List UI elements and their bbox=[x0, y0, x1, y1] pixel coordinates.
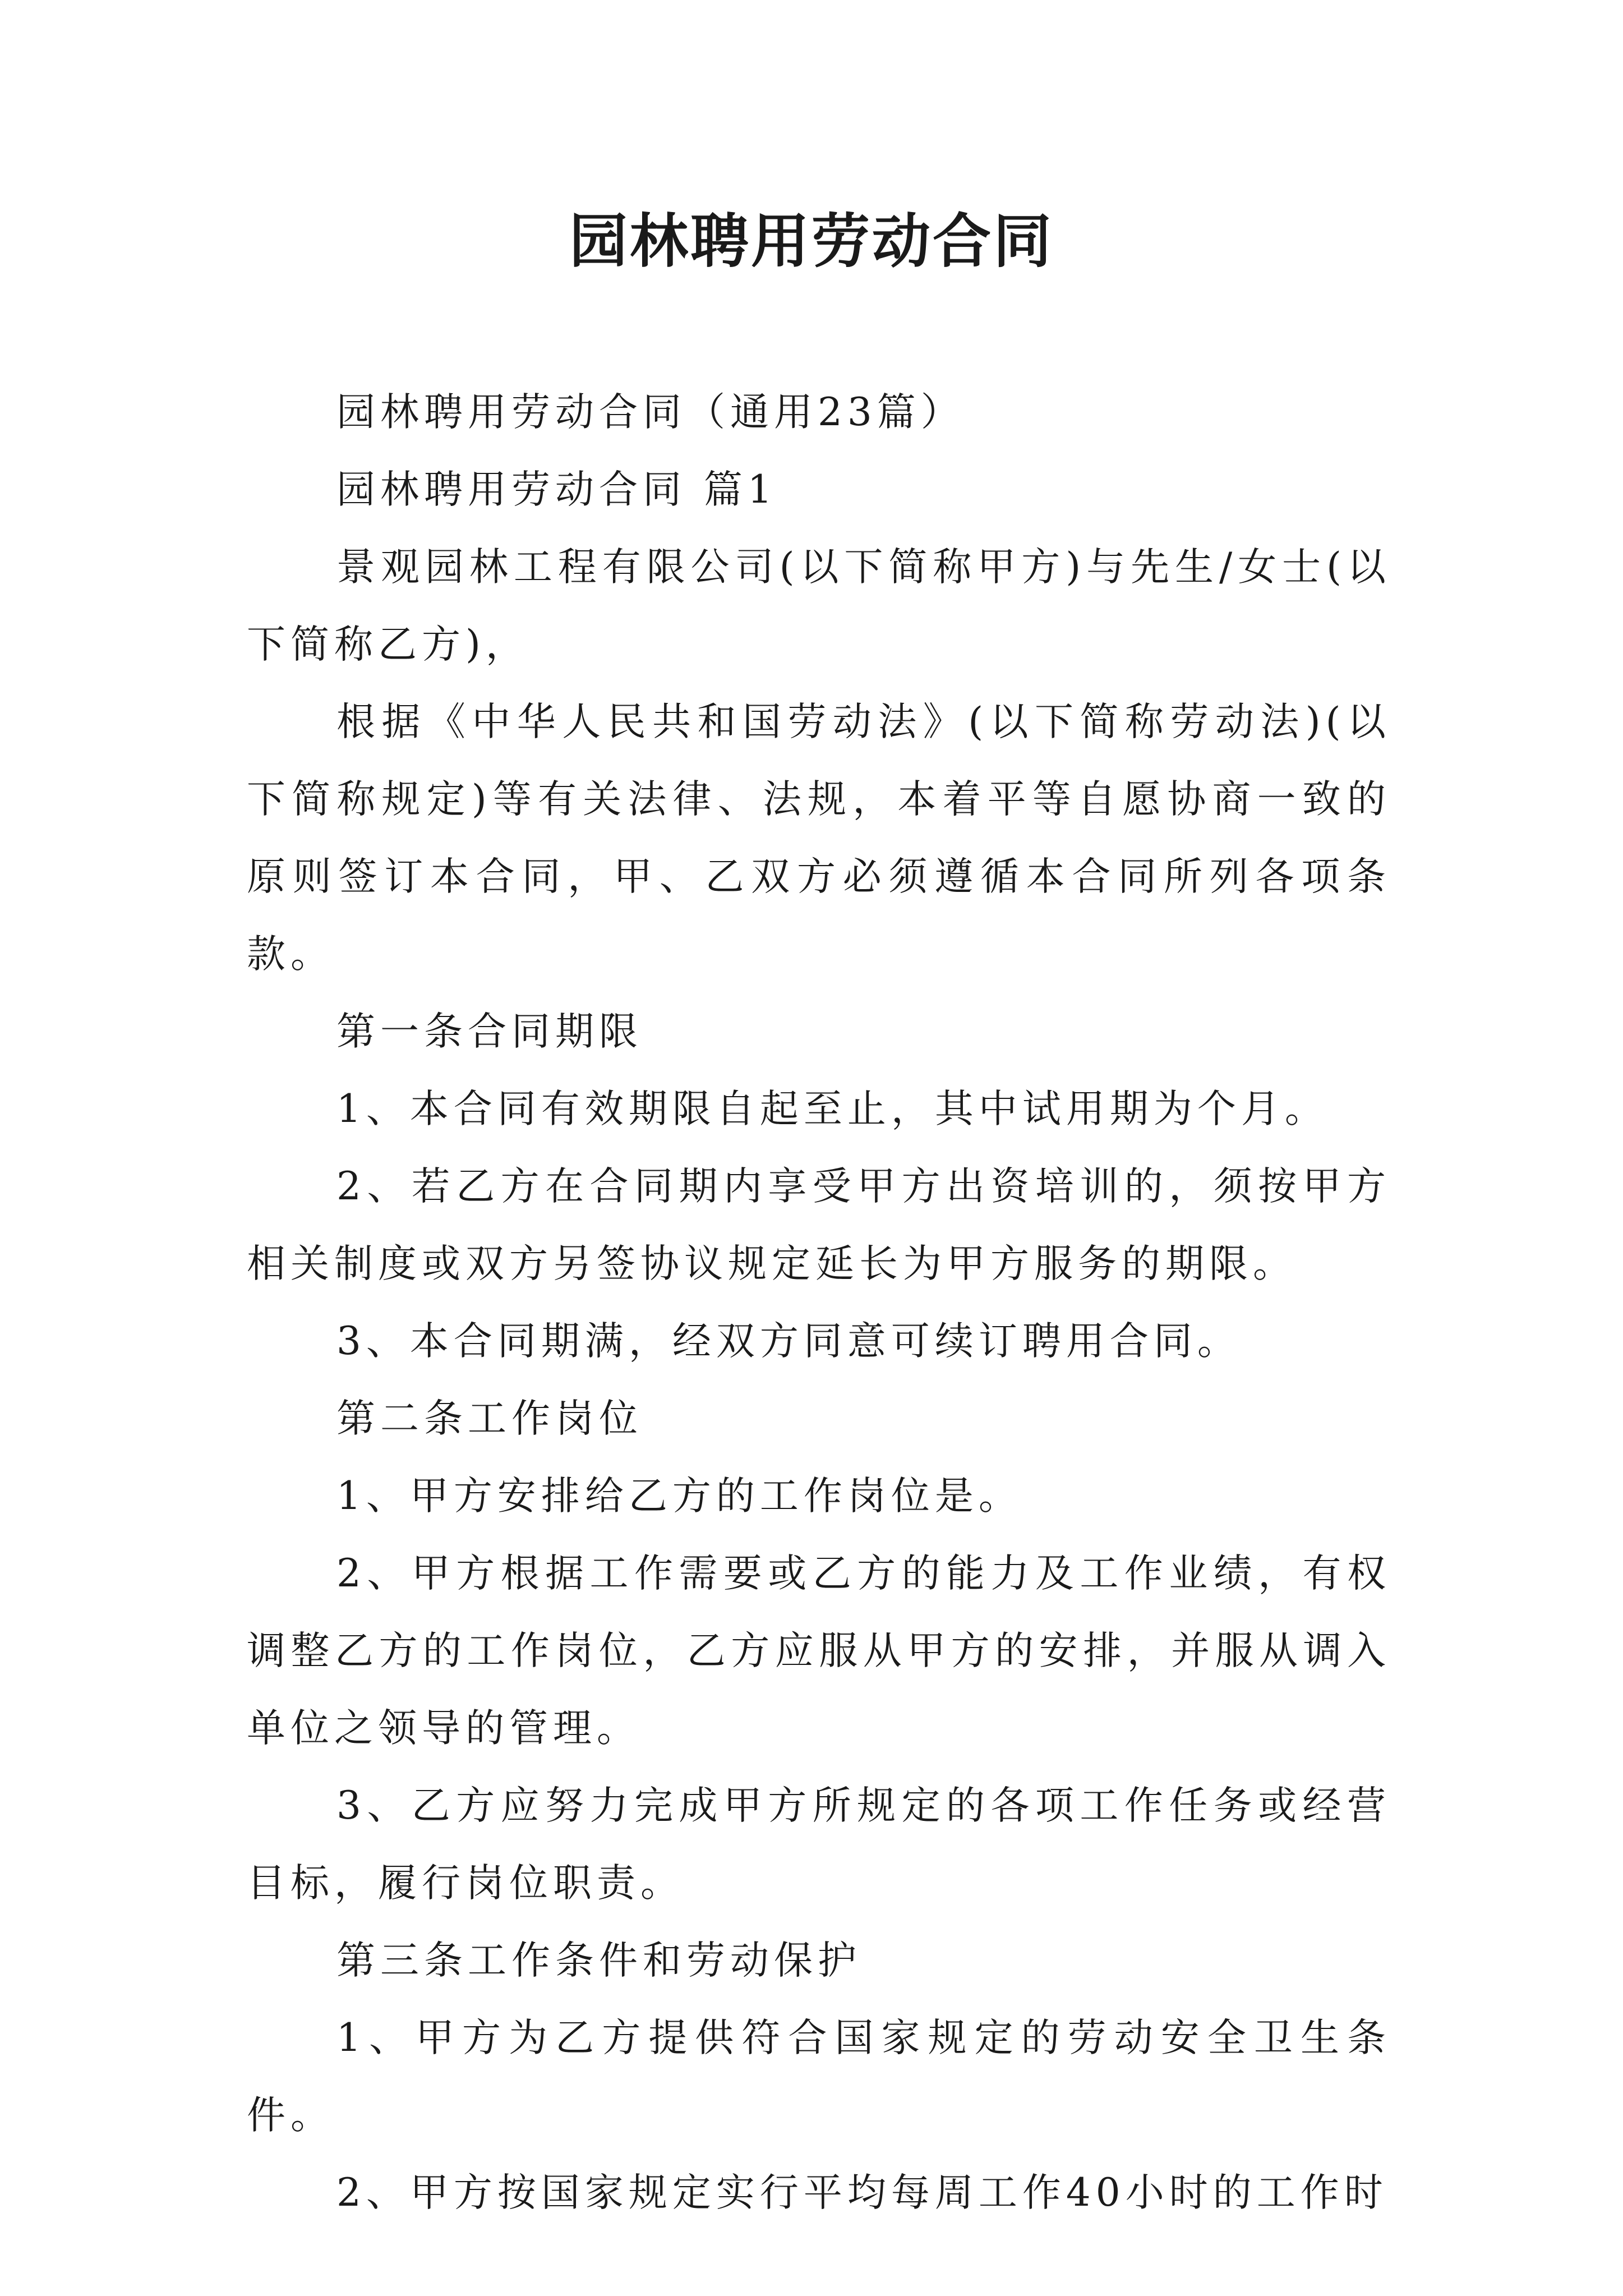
paragraph-section-heading: 园林聘用劳动合同 篇1 bbox=[336, 467, 777, 512]
clause-paragraph: 1、甲方为乙方提供符合国家规定的劳动安全卫生条件。 bbox=[247, 2016, 1391, 2138]
clause-paragraph: 2、甲方按国家规定实行平均每周工作40小时的工作时 bbox=[336, 2170, 1388, 2215]
clause-paragraph: 1、本合同有效期限自起至止，其中试用期为个月。 bbox=[336, 1087, 1329, 1131]
paragraph-subtitle: 园林聘用劳动合同（通用23篇） bbox=[336, 390, 965, 435]
document-title: 园林聘用劳动合同 bbox=[569, 206, 1054, 275]
paragraph-basis: 根据《中华人民共和国劳动法》(以下简称劳动法)(以下简称规定)等有关法律、法规，本着平等自愿协商一致的原则签订本合同，甲、乙双方必须遵循本合同所列各项条款。 bbox=[247, 700, 1391, 977]
clause-paragraph: 2、若乙方在合同期内享受甲方出资培训的，须按甲方相关制度或双方另签协议规定延长为甲方服务的期限。 bbox=[247, 1164, 1391, 1286]
paragraph-parties: 景观园林工程有限公司(以下简称甲方)与先生/女士(以下简称乙方)， bbox=[247, 545, 1391, 667]
clause-paragraph: 3、本合同期满，经双方同意可续订聘用合同。 bbox=[336, 1319, 1241, 1364]
article-heading-conditions: 第三条工作条件和劳动保护 bbox=[336, 1938, 861, 1983]
clause-paragraph: 3、乙方应努力完成甲方所规定的各项工作任务或经营目标，履行岗位职责。 bbox=[247, 1783, 1391, 1906]
article-heading-position: 第二条工作岗位 bbox=[336, 1396, 643, 1441]
clause-paragraph: 1、甲方安排给乙方的工作岗位是。 bbox=[336, 1474, 1022, 1519]
article-heading-term: 第一条合同期限 bbox=[336, 1009, 643, 1054]
document-body bbox=[247, 374, 1391, 2231]
clause-paragraph: 2、甲方根据工作需要或乙方的能力及工作业绩，有权调整乙方的工作岗位，乙方应服从甲方的安排，并服从调入单位之领导的管理。 bbox=[247, 1551, 1391, 1751]
